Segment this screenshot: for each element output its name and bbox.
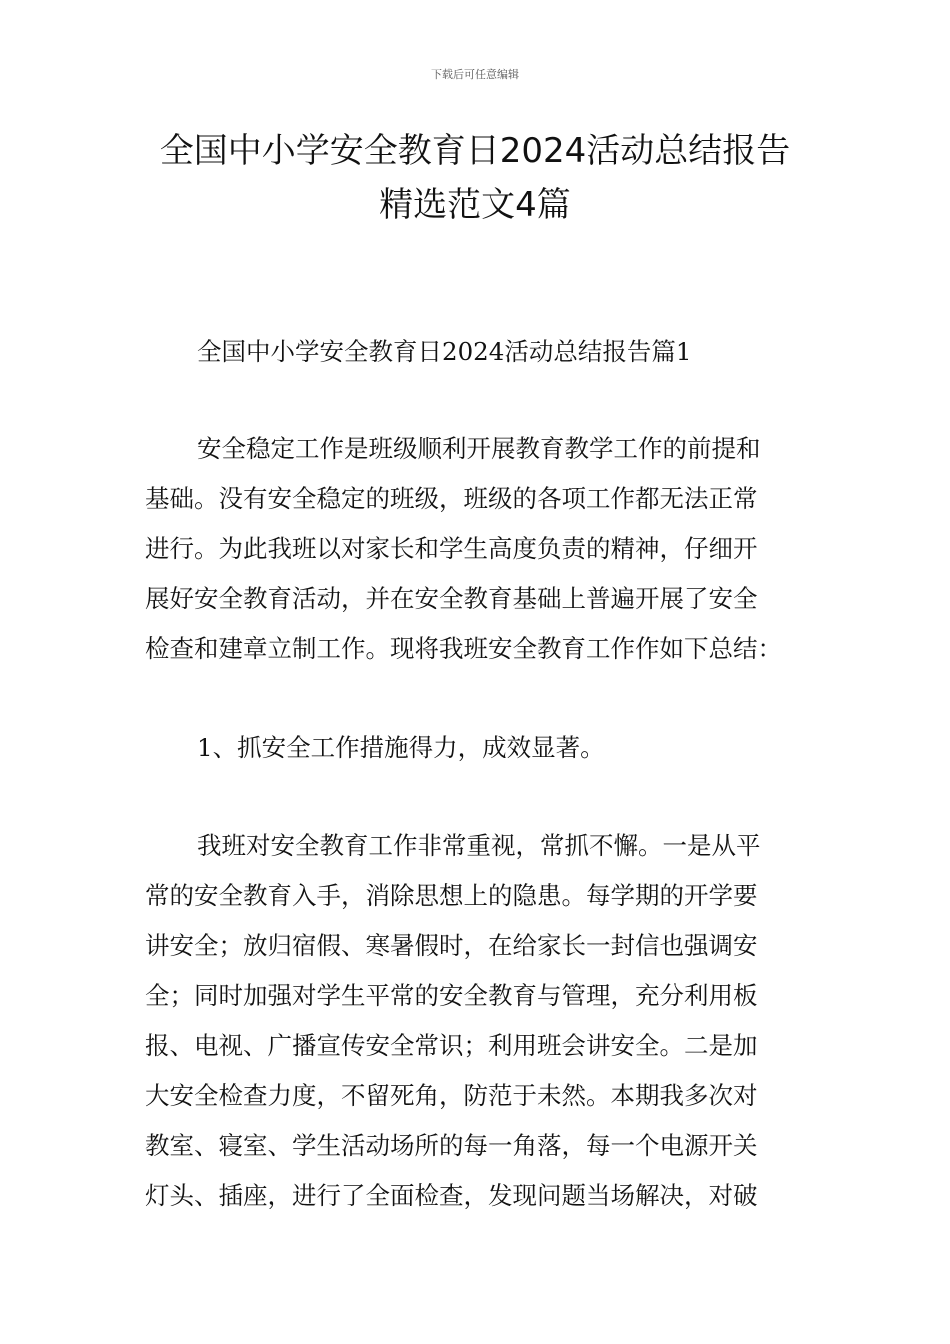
section-heading: 全国中小学安全教育日2024活动总结报告篇1 <box>197 337 692 366</box>
paragraph-1-line: 进行。为此我班以对家长和学生高度负责的精神，仔细开 <box>145 534 758 563</box>
paragraph-1-line: 安全稳定工作是班级顺利开展教育教学工作的前提和 <box>197 434 761 463</box>
header-note: 下载后可任意编辑 <box>431 68 519 81</box>
paragraph-2-line: 常的安全教育入手，消除思想上的隐患。每学期的开学要 <box>145 881 758 910</box>
paragraph-2-line: 教室、寝室、学生活动场所的每一角落，每一个电源开关 <box>145 1131 758 1160</box>
paragraph-1-line: 基础。没有安全稳定的班级，班级的各项工作都无法正常 <box>145 484 758 513</box>
paragraph-2-line: 讲安全；放归宿假、寒暑假时，在给家长一封信也强调安 <box>145 931 758 960</box>
paragraph-2-line: 大安全检查力度，不留死角，防范于未然。本期我多次对 <box>145 1081 758 1110</box>
paragraph-2-line: 我班对安全教育工作非常重视，常抓不懈。一是从平 <box>197 831 761 860</box>
document-title <box>0 124 950 232</box>
paragraph-1-line: 检查和建章立制工作。现将我班安全教育工作作如下总结： <box>145 634 782 663</box>
paragraph-2-line: 灯头、插座，进行了全面检查，发现问题当场解决，对破 <box>145 1181 758 1210</box>
paragraph-2-line: 全；同时加强对学生平常的安全教育与管理，充分利用板 <box>145 981 758 1010</box>
item-1-heading: 1、抓安全工作措施得力，成效显著。 <box>197 733 605 762</box>
paragraph-1-line: 展好安全教育活动，并在安全教育基础上普遍开展了安全 <box>145 584 758 613</box>
title-line-2: 精选范文4篇 <box>379 185 571 225</box>
paragraph-2-line: 报、电视、广播宣传安全常识；利用班会讲安全。二是加 <box>145 1031 758 1060</box>
title-line-1: 全国中小学安全教育日2024活动总结报告 <box>159 131 791 171</box>
